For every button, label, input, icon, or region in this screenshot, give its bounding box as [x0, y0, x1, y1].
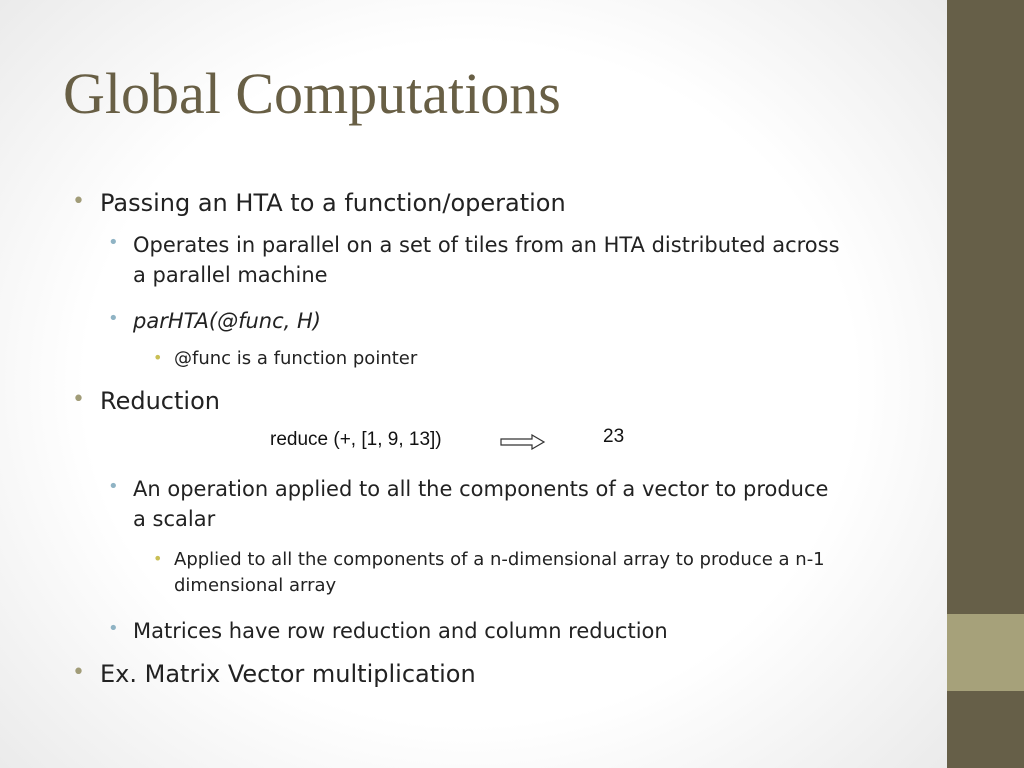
- reduce-result: 23: [603, 426, 625, 447]
- bullet-text: Operates in parallel on a set of tiles from an HTA distributed across a parallel machine: [133, 233, 840, 288]
- bullet-marker: •: [72, 660, 85, 685]
- bullet-text: Applied to all the components of a n-dimensional array to produce a n-1 dimensional array: [174, 549, 825, 597]
- bullet-level2: [108, 474, 833, 535]
- bullet-text: @func is a function pointer: [174, 348, 418, 369]
- bullet-level1: [72, 186, 920, 221]
- bullet-marker: •: [108, 618, 119, 639]
- bullet-level2: [108, 616, 893, 646]
- bullet-level2: [108, 306, 853, 336]
- bullet-marker: •: [72, 387, 85, 412]
- bullet-text: Matrices have row reduction and column reduction: [133, 619, 668, 643]
- bullet-level2: [108, 230, 853, 291]
- bullet-text: An operation applied to all the components of a vector to produce a scalar: [133, 477, 829, 532]
- bullet-level3: [153, 346, 894, 372]
- bullet-marker: •: [72, 189, 85, 214]
- bullet-level3: [153, 547, 919, 599]
- bullet-level1: [72, 384, 920, 419]
- bullet-text: Reduction: [100, 387, 220, 415]
- bullet-marker: •: [153, 348, 163, 367]
- bullet-marker: •: [153, 549, 163, 568]
- slide-title: Global Computations: [63, 61, 561, 126]
- bullet-level1: [72, 657, 920, 692]
- bullet-text: parHTA(@func, H): [133, 309, 321, 333]
- sidebar-accent-block: [947, 614, 1024, 691]
- bullet-marker: •: [108, 476, 119, 497]
- reduce-expression: reduce (+, [1, 9, 13]): [270, 429, 442, 450]
- right-arrow-icon: [500, 434, 546, 450]
- bullet-marker: •: [108, 232, 119, 253]
- bullet-marker: •: [108, 308, 119, 329]
- bullet-text: Passing an HTA to a function/operation: [100, 189, 566, 217]
- reduce-example-figure: [270, 426, 650, 462]
- bullet-text: Ex. Matrix Vector multiplication: [100, 660, 476, 688]
